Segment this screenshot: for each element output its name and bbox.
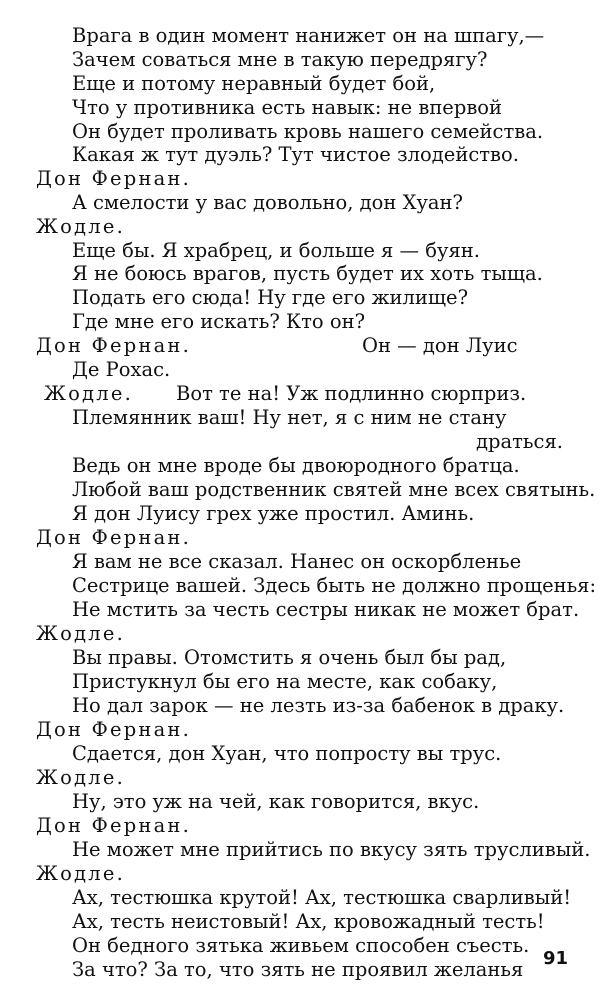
speaker-name: Дон Фернан. [36, 814, 192, 837]
verse-line: Племянник ваш! Ну нет, я с ним не стану [72, 406, 507, 429]
speaker-name: Жодле. [36, 215, 125, 238]
verse-line: Не мстить за честь сестры никак не может брат. [72, 598, 580, 621]
speaker-name: Жодле. [36, 766, 125, 789]
verse-line: Ах, тестюшка крутой! Ах, тестюшка сварливый! [72, 886, 572, 909]
speaker-name: Жодле. [36, 862, 125, 885]
speaker-name: Дон Фернан. [36, 167, 192, 190]
verse-line: Ах, тесть неистовый! Ах, кровожадный тесть! [72, 910, 545, 933]
verse-line: Подать его сюда! Ну где его жилище? [72, 286, 469, 309]
verse-line: Не может мне прийтись по вкусу зять трусливый. [72, 838, 591, 861]
verse-line: Еще и потому неравный будет бой, [72, 72, 436, 95]
verse-line: Вот те на! Уж подлинно сюрприз. [176, 382, 527, 405]
verse-line: Я дон Луису грех уже простил. Аминь. [72, 502, 475, 525]
verse-line: Вы правы. Отомстить я очень был бы рад, [72, 646, 507, 669]
verse-line: Он бедного зятька живьем способен съесть. [72, 934, 530, 957]
verse-line: Ведь он мне вроде бы двоюродного братца. [72, 454, 520, 477]
speaker-name: Жодле. [36, 622, 125, 645]
verse-line: Какая ж тут дуэль? Тут чистое злодейство. [72, 143, 519, 166]
verse-line: А смелости у вас довольно, дон Хуан? [72, 191, 463, 214]
verse-line: Еще бы. Я храбрец, и больше я — буян. [72, 239, 480, 262]
verse-line: Врага в один момент нанижет он на шпагу,— [72, 24, 545, 47]
speaker-name: Дон Фернан. [36, 334, 192, 357]
verse-line: Сдается, дон Хуан, что попросту вы трус. [72, 742, 502, 765]
verse-line: Пристукнул бы его на месте, как собаку, [72, 670, 498, 693]
verse-line: Где мне его искать? Кто он? [72, 310, 366, 333]
verse-line: Ну, это уж на чей, как говорится, вкус. [72, 790, 480, 813]
speaker-name: Дон Фернан. [36, 526, 192, 549]
verse-line: Но дал зарок — не лезть из-за бабенок в драку. [72, 694, 565, 717]
verse-line: Сестрице вашей. Здесь быть не должно прощенья: [72, 574, 597, 597]
verse-line: Он — дон Луис [362, 334, 518, 357]
verse-line: За что? За то, что зять не проявил желанья [72, 958, 524, 981]
speaker-name: Жодле. [44, 382, 133, 405]
verse-line: Зачем соваться мне в такую передрягу? [72, 48, 488, 71]
verse-line: Он будет проливать кровь нашего семейства. [72, 120, 544, 143]
speaker-name: Дон Фернан. [36, 718, 192, 741]
verse-line: Де Рохас. [72, 358, 171, 381]
verse-line: Что у противника есть навык: не впервой [72, 96, 503, 119]
verse-line: Я вам не все сказал. Нанес он оскорбленье [72, 550, 522, 573]
verse-line: Я не боюсь врагов, пусть будет их хоть тыща. [72, 262, 543, 285]
verse-line: Любой ваш родственник святей мне всех святынь. [72, 478, 596, 501]
page-number: 91 [542, 948, 568, 969]
verse-line: драться. [476, 430, 563, 453]
